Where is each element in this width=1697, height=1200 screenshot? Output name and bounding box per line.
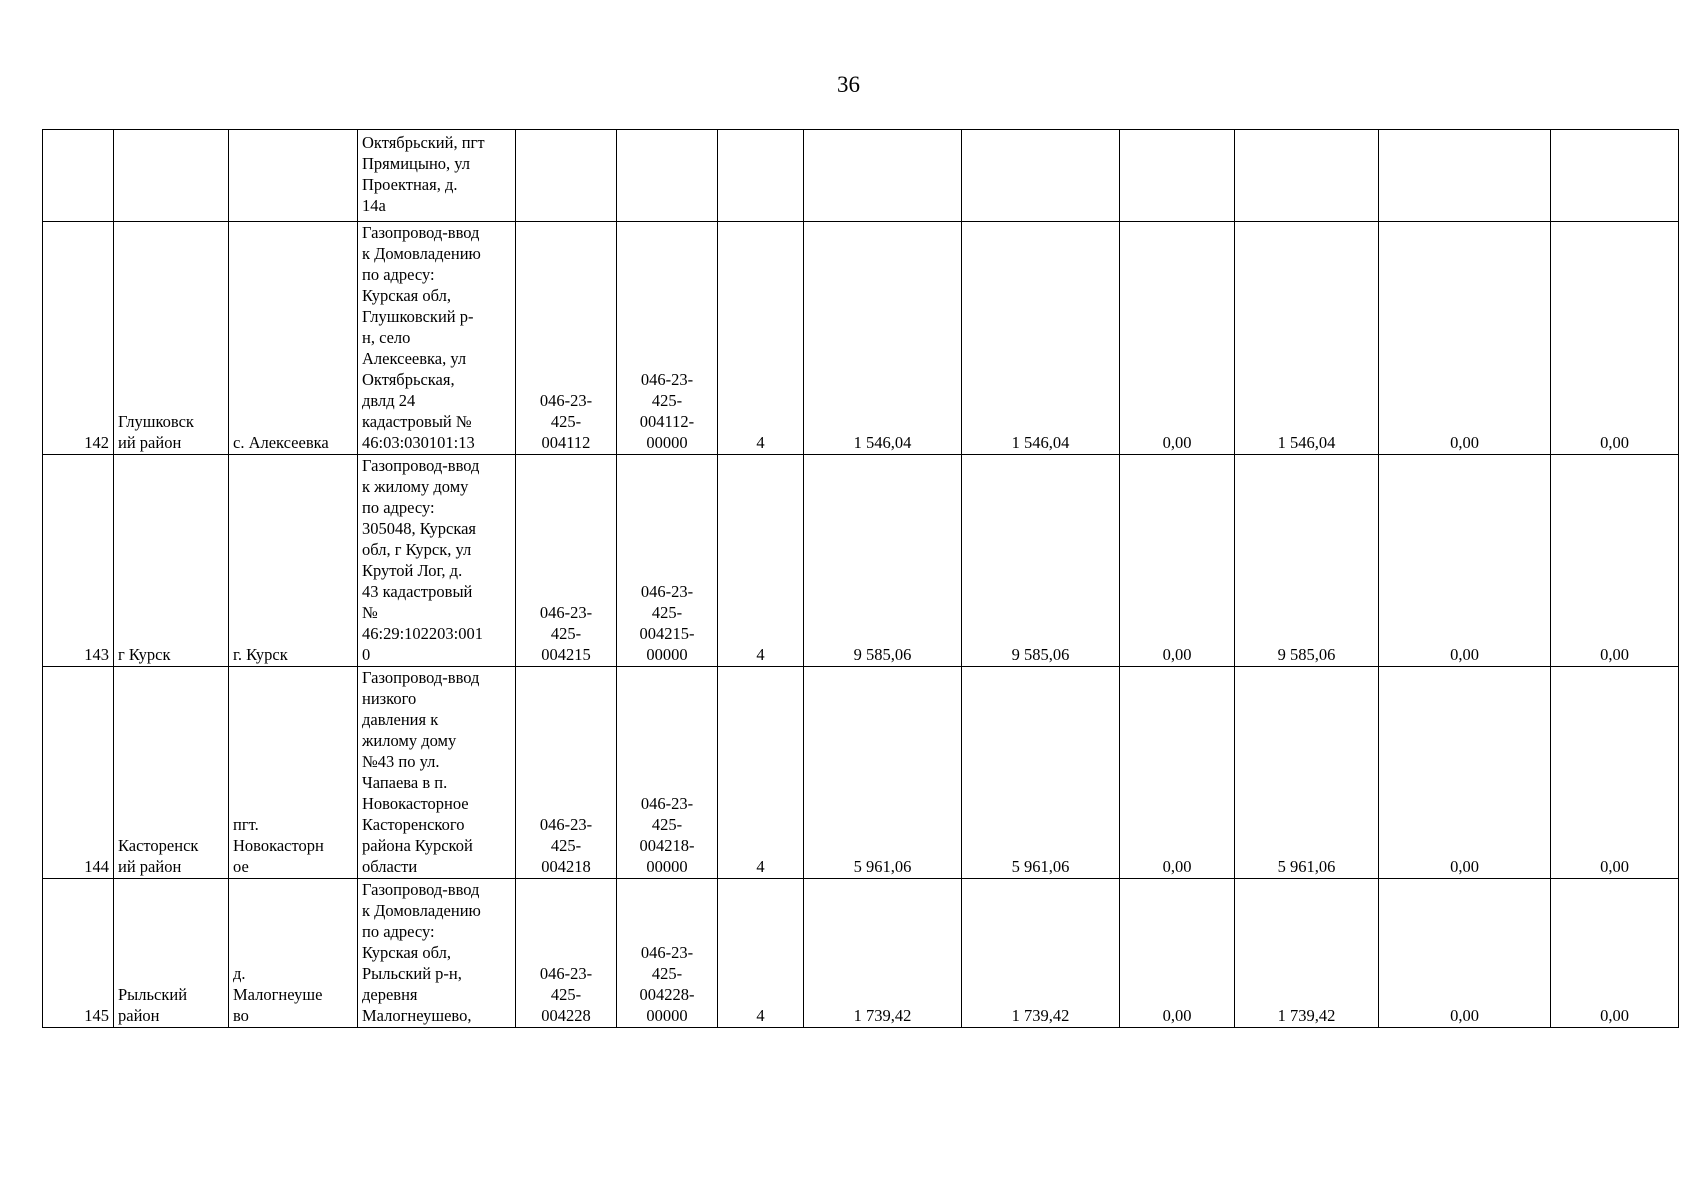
district-cell: Касторенск ий район bbox=[114, 667, 229, 879]
value-cell bbox=[1379, 130, 1551, 222]
table-row bbox=[43, 130, 1679, 222]
district-cell bbox=[114, 130, 229, 222]
inventory-code-cell: 046-23- 425- 004218- 00000 bbox=[617, 667, 718, 879]
table-row bbox=[43, 667, 1679, 879]
district-cell: г Курск bbox=[114, 455, 229, 667]
object-description-cell: Газопровод-ввод к Домовладению по адресу: Курская обл, Рыльский р-н, деревня Малогнеушево, bbox=[358, 879, 516, 1028]
district-cell: Рыльский район bbox=[114, 879, 229, 1028]
row-number: 142 bbox=[43, 222, 114, 455]
value-cell: 9 585,06 bbox=[804, 455, 962, 667]
value-cell bbox=[1120, 130, 1235, 222]
object-description-cell: Газопровод-ввод к Домовладению по адресу: Курская обл, Глушковский р- н, село Алексеевка, ул Октябрьская, двлд 24 кадастровый № 46:03:030101:13 bbox=[358, 222, 516, 455]
value-cell: 0,00 bbox=[1120, 879, 1235, 1028]
object-description-cell: Октябрьский, пгт Прямицыно, ул Проектная, д. 14а bbox=[358, 130, 516, 222]
value-cell: 0,00 bbox=[1120, 455, 1235, 667]
group-cell bbox=[718, 130, 804, 222]
value-cell: 9 585,06 bbox=[1235, 455, 1379, 667]
value-cell: 0,00 bbox=[1379, 667, 1551, 879]
inventory-code-cell bbox=[617, 130, 718, 222]
value-cell: 1 739,42 bbox=[962, 879, 1120, 1028]
locality-cell bbox=[229, 130, 358, 222]
group-cell: 4 bbox=[718, 222, 804, 455]
value-cell bbox=[1235, 130, 1379, 222]
value-cell: 1 739,42 bbox=[1235, 879, 1379, 1028]
value-cell: 0,00 bbox=[1551, 222, 1679, 455]
row-number: 143 bbox=[43, 455, 114, 667]
table-row bbox=[43, 879, 1679, 1028]
registry-table bbox=[42, 129, 1679, 1028]
value-cell: 9 585,06 bbox=[962, 455, 1120, 667]
group-cell: 4 bbox=[718, 879, 804, 1028]
page-number: 36 bbox=[837, 72, 860, 97]
object-code-cell: 046-23- 425- 004218 bbox=[516, 667, 617, 879]
locality-cell: пгт. Новокасторн ое bbox=[229, 667, 358, 879]
value-cell: 0,00 bbox=[1379, 222, 1551, 455]
row-number: 145 bbox=[43, 879, 114, 1028]
row-number bbox=[43, 130, 114, 222]
inventory-code-cell: 046-23- 425- 004215- 00000 bbox=[617, 455, 718, 667]
value-cell: 0,00 bbox=[1551, 879, 1679, 1028]
locality-cell: г. Курск bbox=[229, 455, 358, 667]
value-cell: 5 961,06 bbox=[804, 667, 962, 879]
value-cell bbox=[1551, 130, 1679, 222]
value-cell: 0,00 bbox=[1551, 667, 1679, 879]
object-code-cell: 046-23- 425- 004215 bbox=[516, 455, 617, 667]
table-row bbox=[43, 222, 1679, 455]
table-row bbox=[43, 455, 1679, 667]
value-cell: 0,00 bbox=[1120, 222, 1235, 455]
object-description-cell: Газопровод-ввод низкого давления к жилому дому №43 по ул. Чапаева в п. Новокасторное Касторенского района Курской области bbox=[358, 667, 516, 879]
locality-cell: д. Малогнеуше во bbox=[229, 879, 358, 1028]
value-cell: 5 961,06 bbox=[962, 667, 1120, 879]
value-cell: 0,00 bbox=[1551, 455, 1679, 667]
inventory-code-cell: 046-23- 425- 004112- 00000 bbox=[617, 222, 718, 455]
value-cell: 0,00 bbox=[1379, 879, 1551, 1028]
locality-cell: с. Алексеевка bbox=[229, 222, 358, 455]
object-description-cell: Газопровод-ввод к жилому дому по адресу: 305048, Курская обл, г Курск, ул Крутой Лог, д. 43 кадастровый № 46:29:102203:001 0 bbox=[358, 455, 516, 667]
district-cell: Глушковск ий район bbox=[114, 222, 229, 455]
value-cell: 1 739,42 bbox=[804, 879, 962, 1028]
value-cell: 0,00 bbox=[1120, 667, 1235, 879]
value-cell: 0,00 bbox=[1379, 455, 1551, 667]
value-cell bbox=[962, 130, 1120, 222]
object-code-cell: 046-23- 425- 004112 bbox=[516, 222, 617, 455]
group-cell: 4 bbox=[718, 455, 804, 667]
inventory-code-cell: 046-23- 425- 004228- 00000 bbox=[617, 879, 718, 1028]
group-cell: 4 bbox=[718, 667, 804, 879]
value-cell: 5 961,06 bbox=[1235, 667, 1379, 879]
row-number: 144 bbox=[43, 667, 114, 879]
object-code-cell: 046-23- 425- 004228 bbox=[516, 879, 617, 1028]
value-cell: 1 546,04 bbox=[962, 222, 1120, 455]
value-cell: 1 546,04 bbox=[1235, 222, 1379, 455]
value-cell: 1 546,04 bbox=[804, 222, 962, 455]
value-cell bbox=[804, 130, 962, 222]
object-code-cell bbox=[516, 130, 617, 222]
